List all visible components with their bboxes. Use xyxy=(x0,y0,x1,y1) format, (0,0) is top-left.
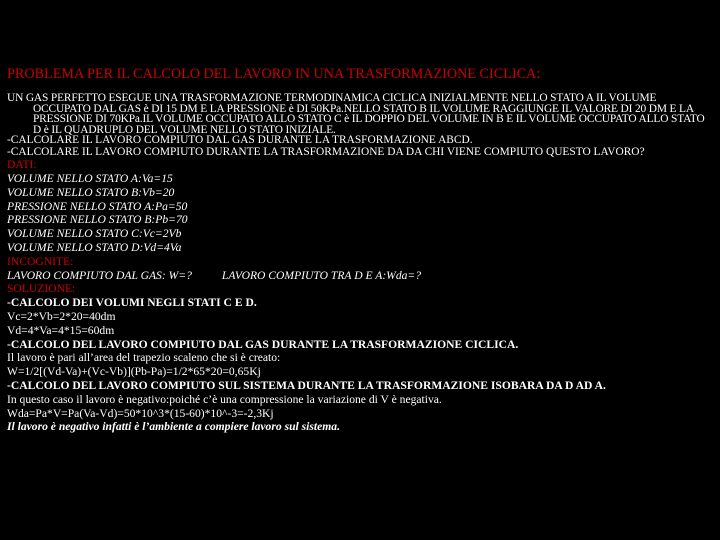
solution-step-1-line: Vc=2*Vb=2*20=40dm xyxy=(7,309,116,323)
data-heading: DATI: xyxy=(7,158,37,172)
problem-statement: UN GAS PERFETTO ESEGUE UNA TRASFORMAZIONE TERMODINAMICA CICLICA INIZIALMENTE NELLO STATO A IL VOLUME OCCUPATO DAL GAS è DI 15 DM E LA PRESSIONE è DI 50KPa.NELLO STATO B IL VOLUME RAGGIUNGE IL VALORE DI 20 DM E LA PRESSIONE DI 70KPa.IL VOLUME OCCUPATO ALLO STATO C è IL DOPPIO DEL VOLUME IN B E IL VOLUME OCCUPATO ALLO STATO D è IL QUADRUPLO DEL VOLUME NELLO STATO INIZIALE. xyxy=(7,92,705,136)
data-item: VOLUME NELLO STATO A:Va=15 xyxy=(7,171,173,185)
data-item: VOLUME NELLO STATO D:Vd=4Va xyxy=(7,240,182,254)
solution-step-2-line: W=1/2[(Vd-Va)+(Vc-Vb)](Pb-Pa)=1/2*65*20=0,65Kj xyxy=(7,365,261,379)
solution-step-3-title: -CALCOLO DEL LAVORO COMPIUTO SUL SISTEMA DURANTE LA TRASFORMAZIONE ISOBARA DA D AD A. xyxy=(7,378,606,392)
unknowns-row xyxy=(7,269,713,283)
solution-step-3-line: Wda=Pa*V=Pa(Va-Vd)=50*10^3*(15-60)*10^-3=-2,3Kj xyxy=(7,406,274,420)
data-item: VOLUME NELLO STATO B:Vb=20 xyxy=(7,185,175,199)
unknown-item-1: LAVORO COMPIUTO DAL GAS: W=? xyxy=(7,268,192,282)
slide-content xyxy=(7,93,713,434)
unknowns-heading: INCOGNITE: xyxy=(7,254,74,268)
solution-step-2-title: -CALCOLO DEL LAVORO COMPIUTO DAL GAS DURANTE LA TRASFORMAZIONE CICLICA. xyxy=(7,337,519,351)
solution-conclusion: Il lavoro è negativo infatti è l’ambiente a compiere lavoro sul sistema. xyxy=(7,420,340,434)
task-2: -CALCOLARE IL LAVORO COMPIUTO DURANTE LA TRASFORMAZIONE DA DA CHI VIENE COMPIUTO QUESTO LAVORO? xyxy=(7,145,645,158)
solution-step-1-line: Vd=4*Va=4*15=60dm xyxy=(7,323,115,337)
solution-step-2-line: Il lavoro è pari all’area del trapezio scaleno che si è creato: xyxy=(7,351,281,365)
solution-step-1-title: -CALCOLO DEI VOLUMI NEGLI STATI C E D. xyxy=(7,296,257,310)
unknown-item-2: LAVORO COMPIUTO TRA D E A:Wda=? xyxy=(221,268,422,282)
data-item: PRESSIONE NELLO STATO B:Pb=70 xyxy=(7,213,188,227)
slide-title: PROBLEMA PER IL CALCOLO DEL LAVORO IN UNA TRASFORMAZIONE CICLICA: xyxy=(7,66,541,82)
task-1: -CALCOLARE IL LAVORO COMPIUTO DAL GAS DURANTE LA TRASFORMAZIONE ABCD. xyxy=(7,134,473,146)
data-item: VOLUME NELLO STATO C:Vc=2Vb xyxy=(7,227,182,241)
solution-step-3-line: In questo caso il lavoro è negativo:poiché c’è una compressione la variazione di V è negativa. xyxy=(7,392,442,406)
data-item: PRESSIONE NELLO STATO A:Pa=50 xyxy=(7,199,188,213)
solution-heading: SOLUZIONE: xyxy=(7,282,76,296)
